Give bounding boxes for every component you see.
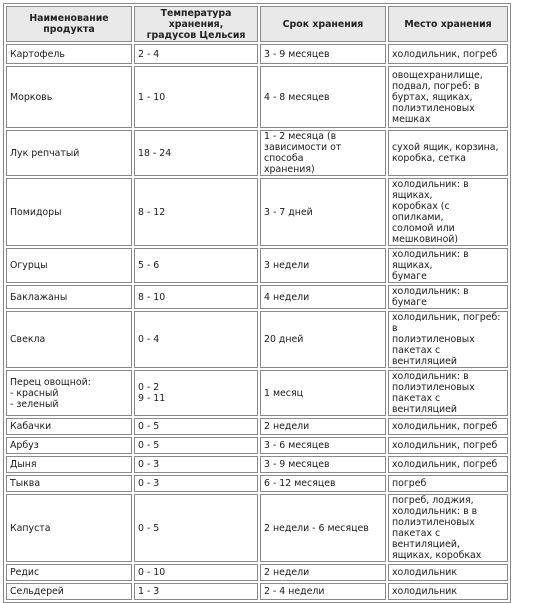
cell-temperature: 0 - 5: [134, 494, 258, 562]
table-row: [6, 437, 508, 454]
cell-product: Баклажаны: [6, 285, 132, 309]
table-row: [6, 66, 508, 128]
cell-temperature: 1 - 10: [134, 66, 258, 128]
cell-temperature: 8 - 12: [134, 178, 258, 246]
cell-place: холодильник: в полиэтиленовых пакетах с вентиляцией: [388, 370, 508, 416]
header-product-name: Наименование продукта: [6, 6, 132, 42]
cell-period: 4 недели: [260, 285, 386, 309]
cell-place: холодильник: [388, 583, 508, 600]
cell-place: овощехранилище, подвал, погреб: в буртах, ящиках, полиэтиленовых мешках: [388, 66, 508, 128]
cell-period: 3 - 9 месяцев: [260, 456, 386, 473]
cell-place: холодильник: в ящиках, коробках (с опилками, соломой или мешковиной): [388, 178, 508, 246]
cell-product: Перец овощной: - красный - зеленый: [6, 370, 132, 416]
cell-product: Арбуз: [6, 437, 132, 454]
cell-place: холодильник, погреб: [388, 44, 508, 64]
cell-period: 2 недели: [260, 418, 386, 435]
cell-period: 1 - 2 месяца (в зависимости от способа хранения): [260, 130, 386, 176]
cell-period: 6 - 12 месяцев: [260, 475, 386, 492]
cell-product: Сельдерей: [6, 583, 132, 600]
cell-temperature: 0 - 4: [134, 311, 258, 368]
cell-temperature: 0 - 2 9 - 11: [134, 370, 258, 416]
storage-table: [3, 3, 511, 603]
cell-temperature: 5 - 6: [134, 248, 258, 283]
cell-product: Капуста: [6, 494, 132, 562]
table-row: [6, 494, 508, 562]
cell-temperature: 18 - 24: [134, 130, 258, 176]
cell-place: холодильник: [388, 564, 508, 581]
table-row: [6, 44, 508, 64]
cell-period: 3 - 9 месяцев: [260, 44, 386, 64]
table-row: [6, 370, 508, 416]
cell-product: Кабачки: [6, 418, 132, 435]
table-row: [6, 418, 508, 435]
cell-place: холодильник, погреб: [388, 418, 508, 435]
cell-place: холодильник, погреб: в полиэтиленовых пакетах с вентиляцией: [388, 311, 508, 368]
table-row: [6, 248, 508, 283]
cell-place: погреб: [388, 475, 508, 492]
cell-product: Помидоры: [6, 178, 132, 246]
cell-period: 2 недели: [260, 564, 386, 581]
header-storage-period: Срок хранения: [260, 6, 386, 42]
cell-product: Морковь: [6, 66, 132, 128]
table-row: [6, 285, 508, 309]
cell-period: 4 - 8 месяцев: [260, 66, 386, 128]
cell-period: 3 недели: [260, 248, 386, 283]
table-row: [6, 130, 508, 176]
table-row: [6, 583, 508, 600]
cell-product: Картофель: [6, 44, 132, 64]
cell-temperature: 2 - 4: [134, 44, 258, 64]
cell-temperature: 0 - 5: [134, 418, 258, 435]
table-row: [6, 475, 508, 492]
cell-product: Огурцы: [6, 248, 132, 283]
cell-place: холодильник: в бумаге: [388, 285, 508, 309]
cell-temperature: 0 - 5: [134, 437, 258, 454]
cell-period: 2 недели - 6 месяцев: [260, 494, 386, 562]
table-row: [6, 564, 508, 581]
table-header-row: [6, 6, 508, 42]
cell-temperature: 0 - 10: [134, 564, 258, 581]
cell-temperature: 1 - 3: [134, 583, 258, 600]
table-row: [6, 311, 508, 368]
cell-temperature: 0 - 3: [134, 456, 258, 473]
cell-place: сухой ящик, корзина, коробка, сетка: [388, 130, 508, 176]
cell-period: 3 - 7 дней: [260, 178, 386, 246]
cell-product: Лук репчатый: [6, 130, 132, 176]
cell-product: Дыня: [6, 456, 132, 473]
cell-period: 20 дней: [260, 311, 386, 368]
cell-temperature: 0 - 3: [134, 475, 258, 492]
cell-place: холодильник, погреб: [388, 456, 508, 473]
cell-place: погреб, лоджия, холодильник: в в полиэтиленовых пакетах с вентиляцией, ящиках, коробках: [388, 494, 508, 562]
cell-period: 2 - 4 недели: [260, 583, 386, 600]
table-row: [6, 456, 508, 473]
cell-product: Редис: [6, 564, 132, 581]
header-storage-temperature: Температура хранения, градусов Цельсия: [134, 6, 258, 42]
cell-temperature: 8 - 10: [134, 285, 258, 309]
cell-place: холодильник: в ящиках, бумаге: [388, 248, 508, 283]
cell-product: Свекла: [6, 311, 132, 368]
cell-period: 3 - 6 месяцев: [260, 437, 386, 454]
storage-table-container: [3, 3, 511, 603]
header-storage-place: Место хранения: [388, 6, 508, 42]
cell-place: холодильник, погреб: [388, 437, 508, 454]
table-row: [6, 178, 508, 246]
cell-period: 1 месяц: [260, 370, 386, 416]
cell-product: Тыква: [6, 475, 132, 492]
